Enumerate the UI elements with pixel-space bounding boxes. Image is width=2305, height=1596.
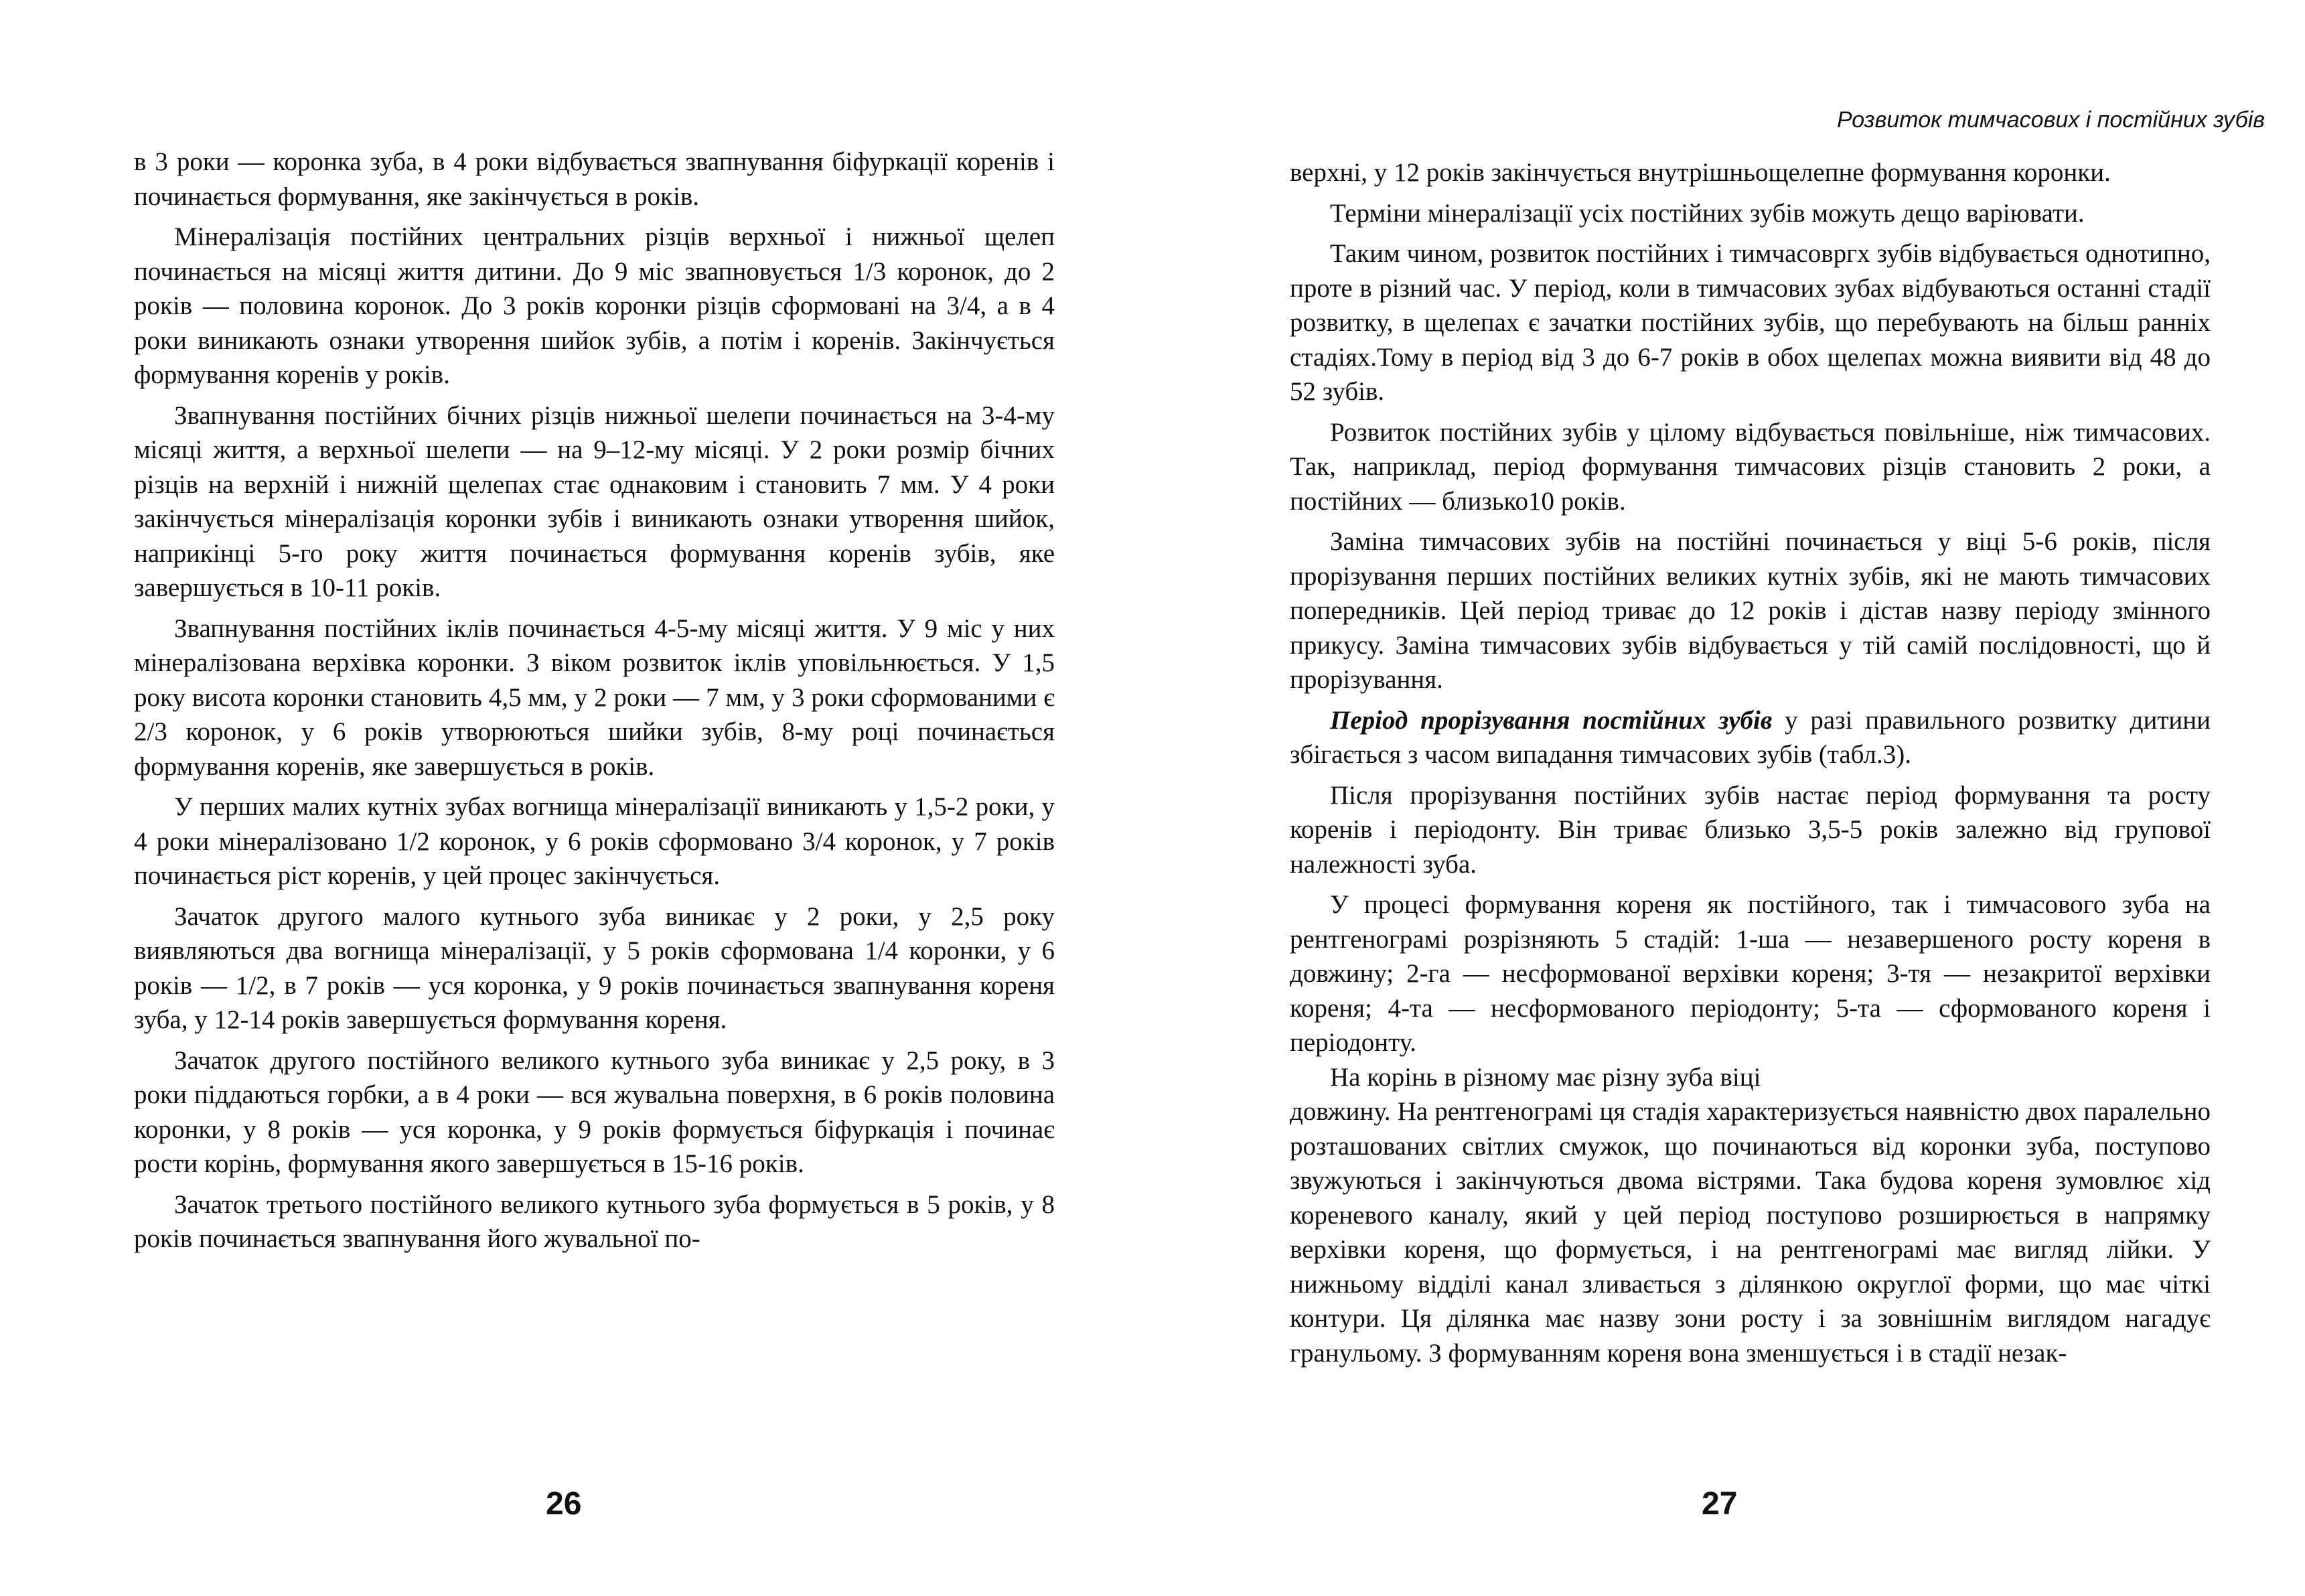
paragraph: в 3 роки — коронка зуба, в 4 роки відбувається звапнування біфуркації коренів і починається формування, яке закінчується в років. xyxy=(134,147,1055,211)
paragraph: Зачаток другого постійного великого кутнього зуба виникає у 2,5 року, в 3 роки піддаються горбки, а в 4 роки — вся жувальна поверхня, в 6 років половина коронки, у 8 років — уся коронка, у 9 років формується біфуркація і починає рости корінь, формування якого завершується в 15-16 років. xyxy=(134,1045,1055,1178)
paragraph: На корінь в різному має різну зуба віці xyxy=(1330,1062,1761,1092)
paragraph-lead xyxy=(1290,703,2211,772)
page-number: 27 xyxy=(1702,1486,1738,1522)
paragraph: Заміна тимчасових зубів на постійні починається у віці 5-6 років, після прорізування перших постійних великих кутніх зубів, які не мають тимчасових попередників. Цей період триває до 12 років і дістав назву періоду змінного прикусу. Заміна тимчасових зубів відбувається у тій самій послідовності, що й прорізування. xyxy=(1290,527,2211,694)
paragraph: Терміни мінералізації усіх постійних зубів можуть дещо варіювати. xyxy=(1330,198,2085,228)
right-page xyxy=(1152,0,2305,1596)
right-text-column xyxy=(1290,155,2211,1376)
paragraph: Звапнування постійних іклів починається 4-5-му місяці життя. У 9 міс у них мінералізована верхівка коронки. З віком розвиток іклів уповільнюється. У 1,5 року висота коронки становить 4,5 мм, у 2 роки — 7 мм, у 3 роки сформованими є 2/3 коронок, у 6 років утворюються шийки зубів, 8-му році починається формування коренів, яке завершується в років. xyxy=(134,613,1055,781)
paragraph: верхні, у 12 років закінчується внутрішньощелепне формування коронки. xyxy=(1290,158,2111,187)
paragraph: Після прорізування постійних зубів настає період формування та росту коренів і періодонту. Він триває близько 3,5-5 років залежно від групової належності зуба. xyxy=(1290,780,2211,879)
paragraph: У перших малих кутніх зубах вогнища мінералізації виникають у 1,5-2 роки, у 4 роки мінералізовано 1/2 коронок, у 6 років сформовано 3/4 коронок, у 7 років починається ріст коренів, у цей процес закінчується. xyxy=(134,792,1055,890)
page-number: 26 xyxy=(546,1486,582,1522)
paragraph: Звапнування постійних бічних різців нижньої шелепи починається на 3-4-му місяці життя, а верхньої шелепи — на 9–12-му місяці. У 2 роки розмір бічних різців на верхній і нижній щелепах стає однаковим і становить 7 мм. У 4 роки закінчується мінералізація коронки зубів і виникають ознаки утворення шийок, наприкінці 5-го року життя починається формування коренів зубів, яке завершується в 10-11 років. xyxy=(134,401,1055,602)
paragraph: Зачаток другого малого кутнього зуба виникає у 2 роки, у 2,5 року виявляються два вогнища мінералізації, у 5 років сформована 1/4 коронки, у 6 років — 1/2, в 7 років — уся коронка, у 9 років починається звапнування кореня зуба, у 12-14 років завершується формування кореня. xyxy=(134,901,1055,1034)
left-text-column xyxy=(134,145,1055,1262)
paragraph-text: у разі правильного розвитку дитини збігається з часом випадання тимчасових зубів (табл.3). xyxy=(1290,705,2211,769)
left-page xyxy=(0,0,1152,1596)
paragraph: Зачаток третього постійного великого кутнього зуба формується в 5 років, у 8 років починається звапнування його жувальної по- xyxy=(134,1189,1055,1253)
paragraph: У процесі формування кореня як постійного, так і тимчасового зуба на рентгенограмі розрізняють 5 стадій: 1-ша — незавершеного росту кореня в довжину; 2-га — несформованої верхівки кореня; 3-тя — незакритої верхівки кореня; 4-та — несформованого періодонту; 5-та — сформованого кореня і періодонту. xyxy=(1290,890,2211,1057)
paragraph: Розвиток постійних зубів у цілому відбувається повільніше, ніж тимчасових. Так, наприклад, період формування тимчасових різців становить 2 роки, а постійних — близько10 років. xyxy=(1290,417,2211,516)
paragraph: довжину. На рентгенограмі ця стадія характеризується наявністю двох паралельно розташованих світлих смужок, що починаються від коронки зуба, поступово звужуються і закінчуються двома вістрями. Така будова кореня зумовлює хід кореневого каналу, який у цей період поступово розширюється в напрямку верхівки кореня, що формується, і на рентгенограмі має вигляд лійки. У нижньому відділі канал зливається з ділянкою округлої форми, що має чіткі контури. Ця ділянка має назву зони росту і за зовнішнім виглядом нагадує гранульому. З формуванням кореня вона зменшується і в стадії незак- xyxy=(1290,1097,2211,1368)
running-header: Розвиток тимчасових і постійних зубів xyxy=(1836,107,2265,133)
paragraph: Таким чином, розвиток постійних і тимчасовргх зубів відбувається однотипно, проте в різний час. У період, коли в тимчасових зубах відбуваються останні стадії розвитку, в щелепах є зачатки постійних зубів, що перебувають на більш ранніх стадіях.Тому в період від 3 до 6-7 років в обох щелепах можна виявити від 48 до 52 зубів. xyxy=(1290,239,2211,406)
paragraph: Мінералізація постійних центральних різців верхньої і нижньої щелеп починається на місяці життя дитини. До 9 міс звапновується 1/3 коронок, до 2 років — половина коронок. До 3 років коронки різців сформовані на 3/4, а в 4 роки виникають ознаки утворення шийок зубів, а потім і коренів. Закінчується формування коренів у років. xyxy=(134,222,1055,389)
section-lead: Період прорізування постійних зубів xyxy=(1330,705,1773,735)
